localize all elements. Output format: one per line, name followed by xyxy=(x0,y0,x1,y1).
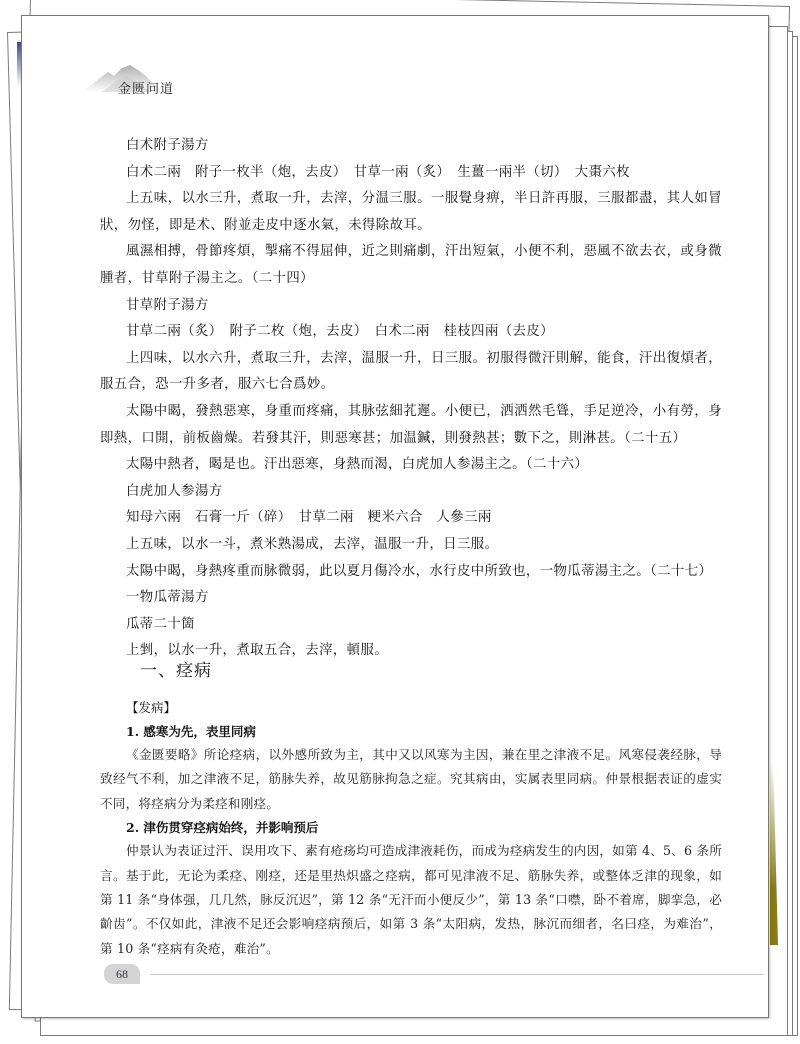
page-footer xyxy=(104,964,764,986)
footer-divider xyxy=(150,974,764,975)
section-heading: 一、痉病 xyxy=(140,661,212,681)
formula-ingredients: 白术二兩 附子一枚半（炮，去皮） 甘草一兩（炙） 生薑一兩半（切） 大棗六枚 xyxy=(126,164,630,180)
book-title: 金匮问道 xyxy=(118,82,175,97)
formula-instructions: 上四味，以水六升，煮取三升，去滓，温服一升，日三服。初服得微汗則解，能食，汗出復煩者，服五合，恐一升多者，服六七合爲妙。 xyxy=(100,350,722,393)
formula-ingredients: 瓜蒂二十箇 xyxy=(126,616,195,632)
clause-paragraph: 太陽中熱者，暍是也。汗出惡寒，身熱而渴，白虎加人参湯主之。（二十六） xyxy=(126,457,589,473)
commentary-block xyxy=(100,696,722,961)
book-page xyxy=(21,15,769,1018)
point-heading: 2. 津伤贯穿痉病始终，并影响预后 xyxy=(126,820,319,836)
clause-paragraph: 太陽中暍，身熱疼重而脉微弱，此以夏月傷冷水，水行皮中所致也，一物瓜蒂湯主之。（二十七） xyxy=(126,563,713,579)
subsection-label: 【发病】 xyxy=(126,700,177,715)
point-body: 仲景认为表证过汗、误用攻下、素有疮疡均可造成津液耗伤，而成为痉病发生的内因，如第 4、5、6 条所言。基于此，无论为柔痉、刚痉，还是里热炽盛之痉病，都可见津液不足、筋脉失养，或整体乏津的现象，如第 11 条“身体强，几几然，脉反沉迟”，第 12 条“无汗而小便反少”，第 13 条“口噤，卧不着席，脚挛急，必齘齿”。不仅如此，津液不足还会影响痉病预后，如第 3 条“太阳病，发热，脉沉而细者，名曰痉，为难治”，第 10 条“痉病有灸疮，难治”。 xyxy=(100,843,722,956)
clause-paragraph: 風濕相搏，骨節疼煩，掣痛不得屈伸，近之則痛劇，汗出短氣，小便不利，惡風不欲去衣，或身微腫者，甘草附子湯主之。（二十四） xyxy=(100,244,722,286)
formula-title: 甘草附子湯方 xyxy=(126,297,209,313)
formula-title: 白术附子湯方 xyxy=(126,138,209,153)
formula-ingredients: 知母六兩 石膏一斤（碎） 甘草二兩 粳米六合 人參三兩 xyxy=(126,510,492,526)
formula-instructions: 上五味，以水一斗，煮米熟湯成，去滓，温服一升，日三服。 xyxy=(126,536,499,552)
formula-instructions: 上五味，以水三升，煮取一升，去滓，分温三服。一服覺身痹，半日許再服，三服都盡，其人如冒狀，勿怪，即是术、附並走皮中逐水氣，未得除故耳。 xyxy=(100,191,722,233)
formula-ingredients: 甘草二兩（炙） 附子二枚（炮，去皮） 白术二兩 桂枝四兩（去皮） xyxy=(126,324,554,340)
point-heading: 1. 感寒为先，表里同病 xyxy=(126,724,256,739)
formula-title: 一物瓜蒂湯方 xyxy=(126,590,209,606)
clause-paragraph: 太陽中暍，發熱惡寒，身重而疼痛，其脉弦細芤遲。小便已，洒洒然毛聳，手足逆冷，小有勞，身即熱，口開，前板齒燥。若發其汗，則惡寒甚；加温鍼，則發熱甚；數下之，則淋甚。（二十五） xyxy=(100,403,722,446)
formula-instructions: 上剉，以水一升，煮取五合，去滓，頓服。 xyxy=(126,643,389,659)
formula-title: 白虎加人参湯方 xyxy=(126,483,223,499)
page-number-badge: 68 xyxy=(104,964,140,984)
running-header xyxy=(82,56,202,100)
classical-text-block xyxy=(100,133,722,665)
point-body: 《金匮要略》所论痉病，以外感所致为主，其中又以风寒为主因，兼在里之津液不足。风寒侵袭经脉，导致经气不利，加之津液不足，筋脉失养，故见筋脉拘急之症。究其病由，实属表里同病。仲景根据表证的虚实不同，将痉病分为柔痉和刚痉。 xyxy=(100,747,722,811)
